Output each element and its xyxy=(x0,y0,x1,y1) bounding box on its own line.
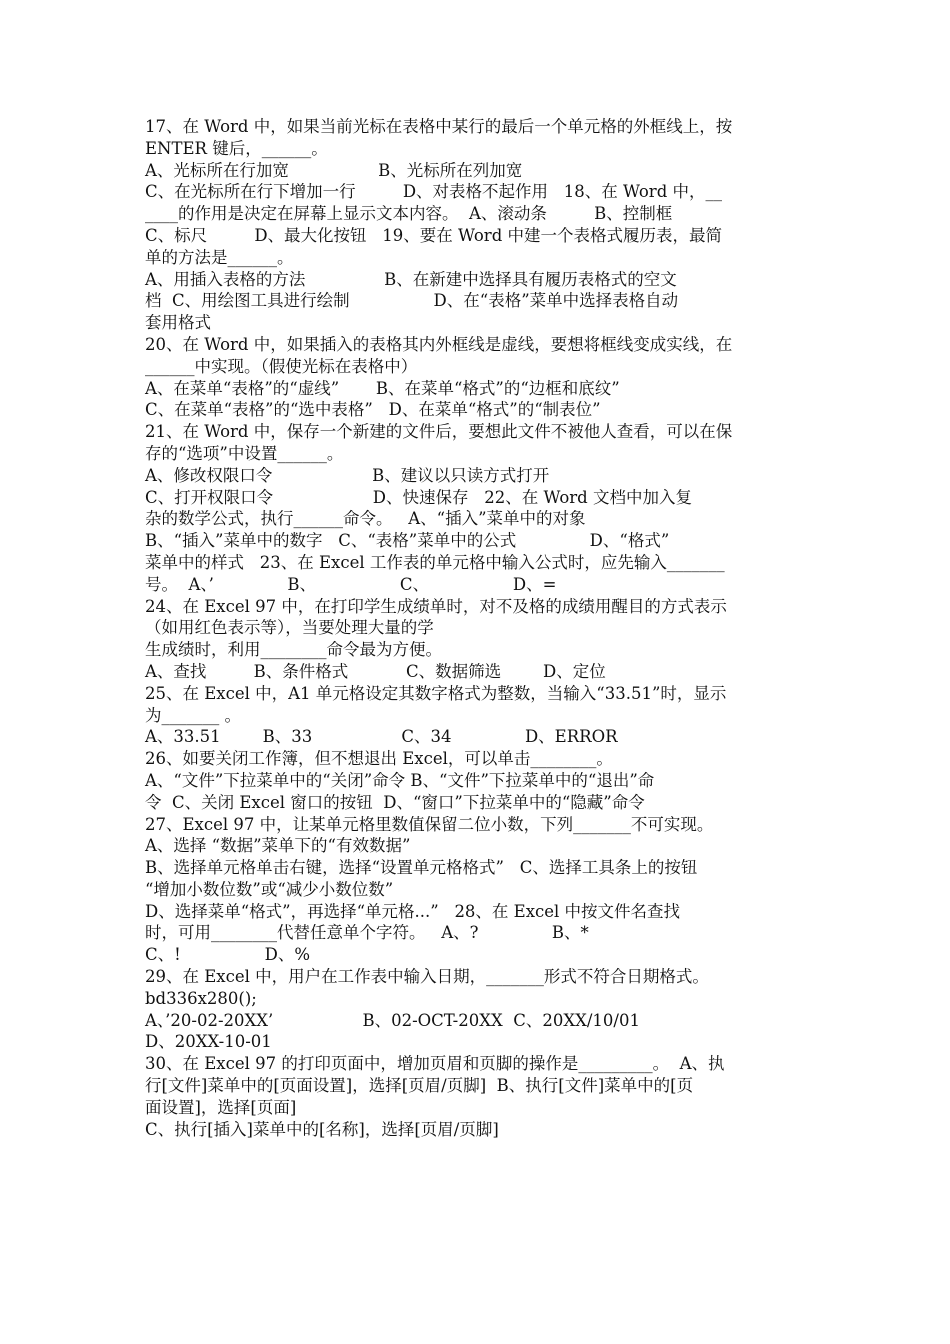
text-line: 存的“选项”中设置______。 xyxy=(145,443,344,463)
text-line: 为_______ 。 xyxy=(145,705,241,725)
text-line: 24、在 Excel 97 中，在打印学生成绩单时，对不及格的成绩用醒目的方式表示 xyxy=(145,596,727,616)
text-line: （如用红色表示等），当要处理大量的学 xyxy=(145,618,434,638)
text-line: 单的方法是______。 xyxy=(145,247,294,267)
text-line: 菜单中的样式 23、在 Excel 工作表的单元格中输入公式时，应先输入_______ xyxy=(145,552,725,572)
text-line: 17、在 Word 中，如果当前光标在表格中某行的最后一个单元格的外框线上，按 xyxy=(145,117,733,136)
text-line: 30、在 Excel 97 的打印页面中，增加页眉和页脚的操作是_________。 A、执 xyxy=(145,1054,725,1074)
text-line: C、执行[插入]菜单中的[名称]，选择[页眉/页脚] xyxy=(145,1119,499,1139)
text-line: B、“插入”菜单中的数字 C、“表格”菜单中的公式 D、“格式” xyxy=(145,531,670,551)
text-line: B、选择单元格单击右键，选择“设置单元格格式” C、选择工具条上的按钮 xyxy=(145,858,698,878)
text-line: A、用插入表格的方法 B、在新建中选择具有履历表格式的空文 xyxy=(145,269,677,289)
text-line: 20、在 Word 中，如果插入的表格其内外框线是虚线，要想将框线变成实线，在 xyxy=(145,334,733,354)
text-line: ______中实现。（假使光标在表格中） xyxy=(145,356,418,376)
text-line: 杂的数学公式，执行______命令。 A、“插入”菜单中的对象 xyxy=(145,509,586,529)
text-line: C、标尺 D、最大化按钮 19、要在 Word 中建一个表格式履历表，最简 xyxy=(145,225,723,245)
text-line: C、打开权限口令 D、快速保存 22、在 Word 文档中加入复 xyxy=(145,487,692,507)
text-line: 生成绩时，利用________命令最为方便。 xyxy=(145,640,442,660)
text-line: A、33.51 B、33 C、34 D、ERROR xyxy=(145,727,618,747)
text-line: ENTER 键后，______。 xyxy=(145,138,328,158)
text-line: 套用格式 xyxy=(145,313,211,333)
text-line: A、选择 “数据”菜单下的“有效数据” xyxy=(145,836,411,856)
text-line: D、20XX-10-01 xyxy=(145,1032,272,1052)
text-line: 档 C、用绘图工具进行绘制 D、在“表格”菜单中选择表格自动 xyxy=(145,291,679,311)
text-line: C、在菜单“表格”的“选中表格” D、在菜单“格式”的“制表位” xyxy=(145,400,601,420)
text-line: 号。 A、’ B、 C、 D、= xyxy=(145,574,557,594)
text-line: 行[文件]菜单中的[页面设置]，选择[页眉/页脚] B、执行[文件]菜单中的[页 xyxy=(145,1076,694,1096)
text-line: A、在菜单“表格”的“虚线” B、在菜单“格式”的“边框和底纹” xyxy=(145,378,620,398)
text-line: A、光标所在行加宽 B、光标所在列加宽 xyxy=(145,160,523,180)
text-line: A、“文件”下拉菜单中的“关闭”命令 B、“文件”下拉菜单中的“退出”命 xyxy=(145,770,655,790)
text-line: bd336x280(); xyxy=(145,988,257,1008)
document-body xyxy=(145,116,810,1140)
text-line: 面设置]，选择[页面] xyxy=(145,1097,297,1117)
text-line: 25、在 Excel 中，A1 单元格设定其数字格式为整数，当输入“33.51”时，显示 xyxy=(145,683,727,703)
text-line: 时，可用________代替任意单个字符。 A、? B、* xyxy=(145,923,589,943)
text-line: 29、在 Excel 中，用户在工作表中输入日期，_______形式不符合日期格式。 xyxy=(145,967,709,987)
text-line: C、! D、% xyxy=(145,945,311,965)
text-line: 21、在 Word 中，保存一个新建的文件后，要想此文件不被他人查看，可以在保 xyxy=(145,422,733,442)
text-line: A、查找 B、条件格式 C、数据筛选 D、定位 xyxy=(145,661,606,681)
text-line: 26、如要关闭工作簿，但不想退出 Excel，可以单击________。 xyxy=(145,749,613,769)
text-line: “增加小数位数”或“减少小数位数” xyxy=(145,879,394,899)
text-line: A、’20-02-20XX’ B、02-OCT-20XX C、20XX/10/01 xyxy=(145,1010,640,1030)
text-line: D、选择菜单“格式”，再选择“单元格...” 28、在 Excel 中按文件名查找 xyxy=(145,901,681,921)
text-line: 令 C、关闭 Excel 窗口的按钮 D、“窗口”下拉菜单中的“隐藏”命令 xyxy=(145,792,645,812)
text-line: A、修改权限口令 B、建议以只读方式打开 xyxy=(145,465,550,485)
text-line: C、在光标所在行下增加一行 D、对表格不起作用 18、在 Word 中，__ xyxy=(145,182,723,202)
text-line: ____的作用是决定在屏幕上显示文本内容。 A、滚动条 B、控制框 xyxy=(145,204,673,224)
text-line: 27、Excel 97 中，让某单元格里数值保留二位小数，下列_______不可实现。 xyxy=(145,814,714,834)
